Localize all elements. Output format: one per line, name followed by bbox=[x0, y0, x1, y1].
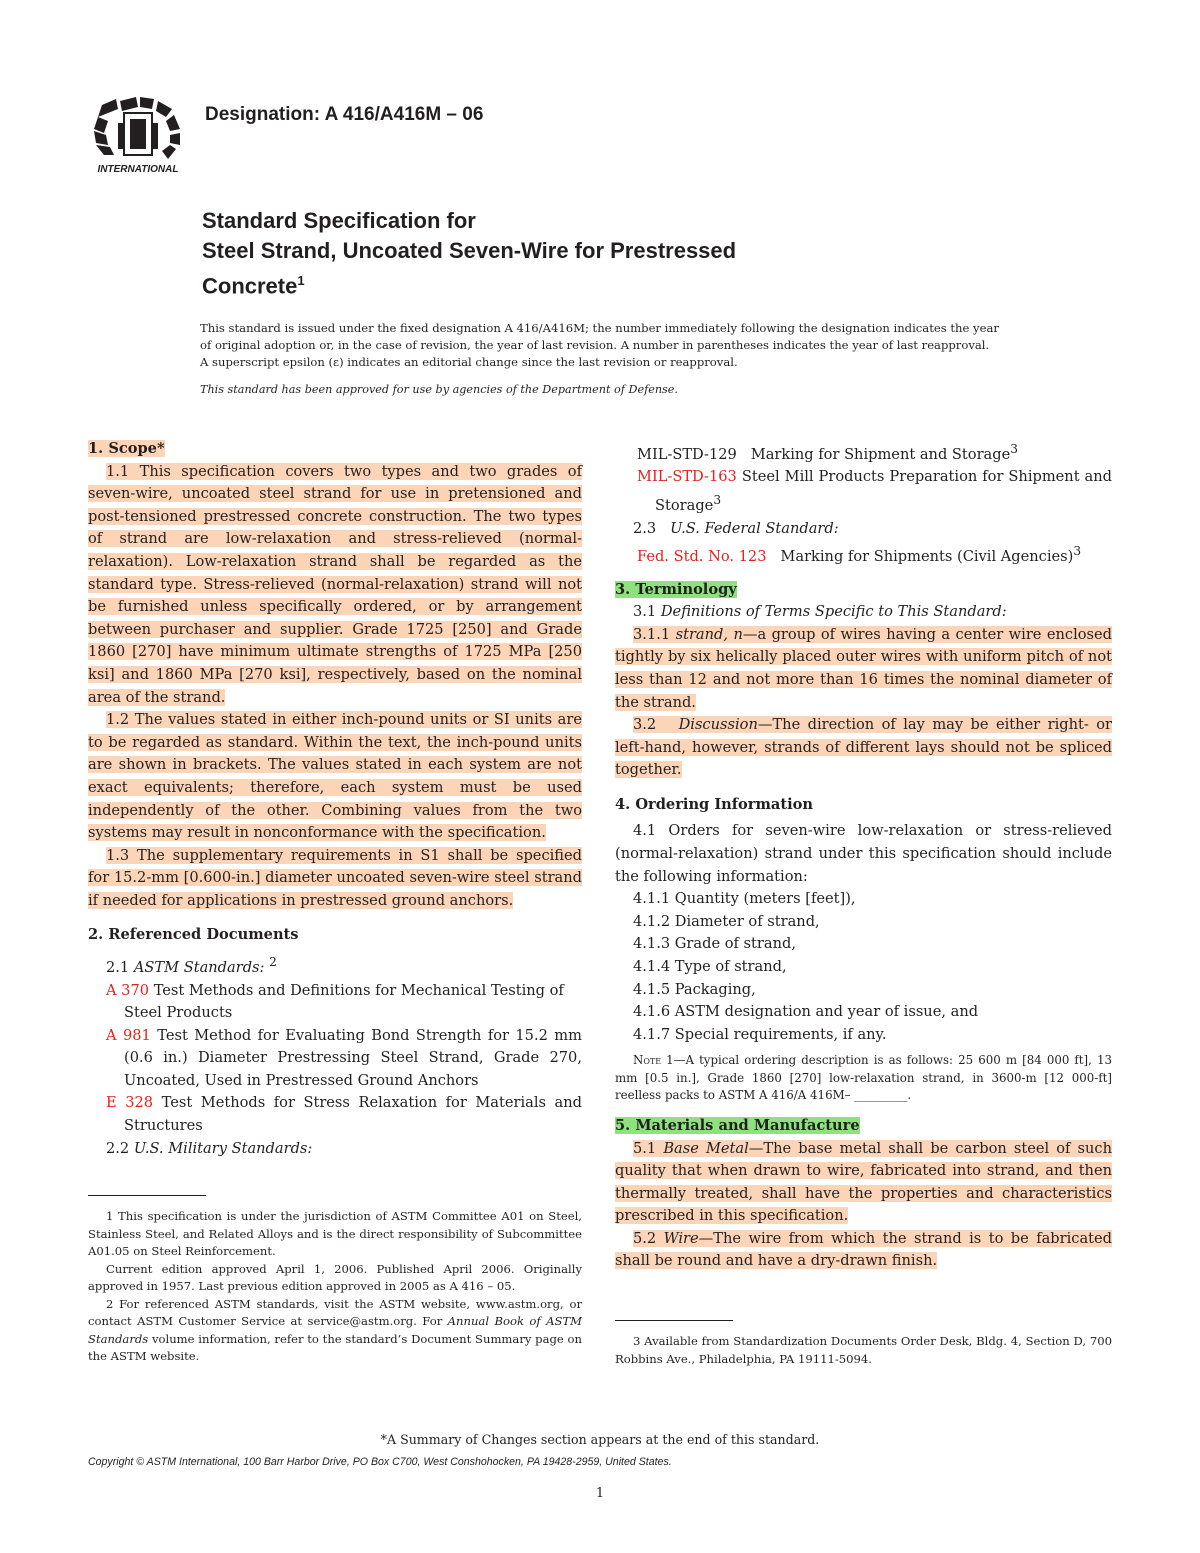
mil-129-text: Marking for Shipment and Storage bbox=[750, 445, 1011, 463]
para-3-1-1-term: strand, n bbox=[675, 625, 743, 643]
ref-e328-link[interactable]: E 328 bbox=[106, 1094, 154, 1112]
para-5-2-text: —The wire from which the strand is to be fabricated shall be round and have a dry-drawn finish. bbox=[615, 1229, 1112, 1270]
footnotes-right bbox=[615, 1333, 1112, 1368]
ref-a981-text: Test Method for Evaluating Bond Strength for 15.2 mm (0.6 in.) Diameter Prestressing Steel Strand, Grade 270, Uncoated, Used in Prestressed Ground Anchors bbox=[124, 1026, 582, 1089]
para-2-1-sup: 2 bbox=[269, 955, 277, 970]
ref-mil-std-163 bbox=[637, 466, 1112, 517]
title-line-3-text: Concrete bbox=[202, 273, 298, 299]
para-2-1-num: 2.1 bbox=[106, 958, 130, 976]
section-2-heading: 2. Referenced Documents bbox=[88, 926, 299, 944]
para-5-2-num: 5.2 bbox=[633, 1229, 657, 1247]
ref-a370 bbox=[106, 980, 582, 1025]
para-3-2-text: —The direction of lay may be either right- or left-hand, however, strands of different lays should not be spliced together. bbox=[615, 716, 1112, 779]
footnote-2-b: Annual Book of ASTM Standards bbox=[88, 1314, 582, 1346]
note-1-text: —A typical ordering description is as follows: 25 600 m [84 000 ft], 13 mm [0.5 in.], Grade 1860 [270] low-relaxation strand, in 3600-m [12 000-ft] reelless packs to ASTM A 416/A 416M– _________. bbox=[615, 1053, 1112, 1103]
para-2-3-num: 2.3 bbox=[633, 519, 657, 537]
para-5-1 bbox=[615, 1138, 1112, 1228]
para-2-2 bbox=[88, 1138, 582, 1161]
para-2-3 bbox=[615, 518, 1112, 541]
para-2-2-text: U.S. Military Standards: bbox=[133, 1139, 313, 1157]
mil-163-sup: 3 bbox=[713, 493, 722, 508]
summary-of-changes-note: *A Summary of Changes section appears at the end of this standard. bbox=[380, 1432, 820, 1447]
dod-approval: This standard has been approved for use by agencies of the Department of Defense. bbox=[200, 383, 678, 396]
para-5-1-num: 5.1 bbox=[633, 1139, 657, 1157]
para-3-2 bbox=[615, 714, 1112, 782]
title-line-1: Standard Specification for bbox=[202, 208, 476, 233]
ref-e328-text: Test Methods for Stress Relaxation for Materials and Structures bbox=[124, 1094, 582, 1135]
section-5-heading bbox=[615, 1115, 1112, 1138]
item-4-1-4: 4.1.4 Type of strand, bbox=[633, 958, 787, 976]
para-1-2 bbox=[88, 709, 582, 845]
item-4-1-1: 4.1.1 Quantity (meters [feet]), bbox=[633, 890, 856, 908]
section-4-heading: 4. Ordering Information bbox=[615, 795, 813, 813]
fed-std-text: Marking for Shipments (Civil Agencies) bbox=[780, 547, 1074, 565]
title-footnote-mark: 1 bbox=[297, 273, 305, 288]
fed-std-link[interactable]: Fed. Std. No. 123 bbox=[637, 547, 767, 565]
item-4-1-7: 4.1.7 Special requirements, if any. bbox=[633, 1025, 887, 1043]
title-line-2: Steel Strand, Uncoated Seven-Wire for Prestressed bbox=[202, 238, 737, 263]
footnote-2-a: 2 For referenced ASTM standards, visit the ASTM website, www.astm.org, or contact ASTM Customer Service at service@astm.org. For bbox=[88, 1296, 582, 1328]
footnotes-left bbox=[88, 1208, 582, 1366]
footnote-1: 1 This specification is under the jurisdiction of ASTM Committee A01 on Steel, Stainless Steel, and Related Alloys and is the direct responsibility of Subcommittee A01.05 on Steel Reinforcement. bbox=[88, 1209, 582, 1258]
para-1-3-text: 1.3 The supplementary requirements in S1 shall be specified for 15.2-mm [0.600-in.] diameter uncoated seven-wire steel strand if needed for applications in prestressed ground anchors. bbox=[88, 846, 582, 909]
mil-129-code: MIL-STD-129 bbox=[637, 445, 737, 463]
para-3-1-text: Definitions of Terms Specific to This Standard: bbox=[660, 603, 1007, 621]
footnote-2-c: volume information, refer to the standard’s Document Summary page on the ASTM website. bbox=[88, 1331, 582, 1363]
right-column bbox=[615, 438, 1112, 1273]
astm-logo bbox=[88, 95, 188, 175]
footnote-rule-left bbox=[88, 1195, 206, 1196]
section-5-heading-text: 5. Materials and Manufacture bbox=[615, 1116, 860, 1134]
footnote-2 bbox=[88, 1296, 582, 1366]
para-3-2-term: Discussion bbox=[678, 716, 758, 734]
mil-129-sup: 3 bbox=[1010, 442, 1018, 456]
mil-163-text: Steel Mill Products Preparation for Shipment and Storage bbox=[655, 468, 1112, 514]
para-3-1-1 bbox=[615, 624, 1112, 714]
para-2-2-num: 2.2 bbox=[106, 1139, 130, 1157]
note-1-label: Note 1 bbox=[633, 1053, 674, 1068]
designation: Designation: A 416/A416M – 06 bbox=[205, 104, 484, 125]
section-3-heading-text: 3. Terminology bbox=[615, 580, 737, 598]
para-4-1: 4.1 Orders for seven-wire low-relaxation or stress-relieved (normal-relaxation) strand under this specification should include the following information: bbox=[615, 822, 1112, 885]
fed-std-sup: 3 bbox=[1073, 544, 1082, 559]
astm-logo-mark bbox=[88, 95, 188, 175]
document-title bbox=[202, 206, 736, 301]
preface-line-2: of original adoption or, in the case of revision, the year of last revision. A number in parentheses indicates the year of last reapproval. bbox=[200, 338, 990, 352]
para-1-2-text: 1.2 The values stated in either inch-pound units or SI units are to be regarded as standard. Within the text, the inch-pound units are shown in brackets. The values stated in each system are not exact equivalents; therefore, each system must be used independently of the other. Combining values from the two systems may result in nonconformance with the specification. bbox=[88, 711, 582, 842]
footnote-3: 3 Available from Standardization Documents Order Desk, Bldg. 4, Section D, 700 Robbins Ave., Philadelphia, PA 19111-5094. bbox=[615, 1334, 1112, 1366]
page-number: 1 bbox=[595, 1486, 605, 1501]
para-2-1 bbox=[88, 951, 582, 979]
ref-fed-std-123 bbox=[637, 540, 1112, 568]
para-5-1-text: —The base metal shall be carbon steel of such quality that when drawn to wire, fabricated into strand, and then thermally treated, shall have the properties and characteristics prescribed in this specification. bbox=[615, 1139, 1112, 1225]
left-column bbox=[88, 438, 582, 1160]
title-line-3 bbox=[202, 266, 736, 301]
para-2-3-text: U.S. Federal Standard: bbox=[670, 519, 839, 537]
item-4-1-2: 4.1.2 Diameter of strand, bbox=[633, 912, 820, 930]
ref-a981 bbox=[106, 1025, 582, 1093]
para-1-1-text: 1.1 This specification covers two types and two grades of seven-wire, uncoated steel strand for use in pretensioned and post-tensioned prestressed concrete construction. The two types of strand are low-relaxation and stress-relieved (normal-relaxation). Low-relaxation strand shall be regarded as the standard type. Stress-relieved (normal-relaxation) strand will not be furnished unless specifically ordered, or by arrangement between purchaser and supplier. Grade 1725 [250] and Grade 1860 [270] have minimum ultimate strengths of 1725 MPa [250 ksi] and 1860 MPa [270 ksi], respectively, based on the nominal area of the strand. bbox=[88, 462, 582, 706]
item-4-1-6: 4.1.6 ASTM designation and year of issue, and bbox=[633, 1003, 979, 1021]
preface-line-1: This standard is issued under the fixed designation A 416/A416M; the number immediately following the designation indicates the year bbox=[200, 321, 999, 335]
item-4-1-5: 4.1.5 Packaging, bbox=[633, 980, 756, 998]
para-1-3 bbox=[88, 845, 582, 913]
ref-mil-std-129 bbox=[637, 438, 1112, 466]
para-5-1-term: Base Metal bbox=[663, 1139, 749, 1157]
para-3-1-num: 3.1 bbox=[633, 603, 657, 621]
ref-a370-text: Test Methods and Definitions for Mechanical Testing of Steel Products bbox=[124, 981, 564, 1022]
para-5-2-term: Wire bbox=[663, 1229, 699, 1247]
copyright: Copyright © ASTM International, 100 Barr Harbor Drive, PO Box C700, West Conshohocken, PA 19428-2959, United States. bbox=[88, 1456, 672, 1468]
item-4-1-3: 4.1.3 Grade of strand, bbox=[633, 935, 796, 953]
para-3-1-1-num: 3.1.1 bbox=[633, 625, 671, 643]
section-3-heading bbox=[615, 579, 1112, 602]
note-1 bbox=[615, 1052, 1112, 1105]
para-1-1 bbox=[88, 461, 582, 710]
preface bbox=[200, 320, 1040, 371]
para-3-1-1-text: —a group of wires having a center wire enclosed tightly by six helically placed outer wires with uniform pitch of not less than 12 and not more than 16 times the nominal diameter of the strand. bbox=[615, 625, 1113, 711]
preface-line-3: A superscript epsilon (ε) indicates an editorial change since the last revision or reapproval. bbox=[200, 355, 738, 369]
ref-a370-link[interactable]: A 370 bbox=[106, 981, 150, 999]
section-1-heading bbox=[88, 438, 582, 461]
logo-subtitle: INTERNATIONAL bbox=[97, 164, 179, 175]
mil-163-link[interactable]: MIL-STD-163 bbox=[637, 468, 737, 486]
ref-a981-link[interactable]: A 981 bbox=[106, 1026, 151, 1044]
para-3-2-num: 3.2 bbox=[633, 716, 657, 734]
para-5-2 bbox=[615, 1228, 1112, 1273]
footnote-1b: Current edition approved April 1, 2006. Published April 2006. Originally approved in 1957. Last previous edition approved in 2005 as A 416 – 05. bbox=[88, 1261, 582, 1293]
footnote-rule-right bbox=[615, 1320, 733, 1321]
para-2-1-text: ASTM Standards: bbox=[133, 958, 265, 976]
para-3-1 bbox=[615, 601, 1112, 624]
ref-e328 bbox=[106, 1092, 582, 1137]
section-1-heading-text: 1. Scope* bbox=[88, 440, 165, 457]
